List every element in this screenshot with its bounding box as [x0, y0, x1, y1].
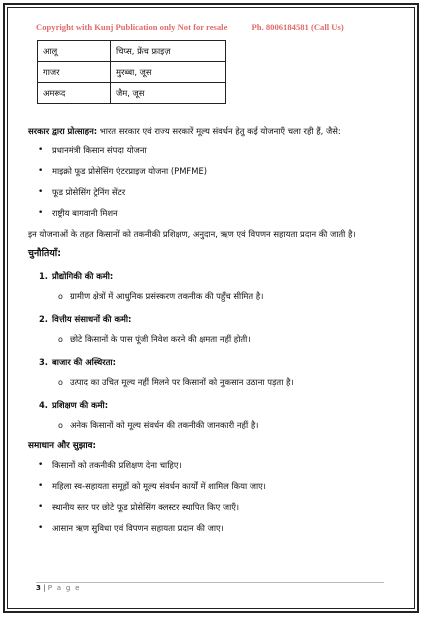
circle-bullet-icon: o	[58, 292, 63, 301]
challenges-heading: चुनौतियाँ:	[28, 248, 61, 259]
challenge-number: 4.	[38, 400, 48, 410]
schemes-note: इन योजनाओं के तहत किसानों को तकनीकी प्रशिक्षण, अनुदान, ऋण एवं विपणन सहायता प्रदान की जाती है।	[28, 229, 356, 239]
challenge-title	[28, 312, 390, 327]
govt-support-text: भारत सरकार एवं राज्य सरकारें मूल्य संवर्धन हेतु कई योजनाएँ चला रही हैं, जैसे:	[97, 126, 341, 136]
challenge-title-text: प्रौद्योगिकी की कमी:	[52, 271, 114, 281]
list-item: • स्थानीय स्तर पर छोटे फूड प्रोसेसिंग क्लस्टर स्थापित किए जाएँ।	[28, 500, 390, 515]
produce-table	[37, 40, 226, 104]
circle-bullet-icon: o	[58, 335, 63, 344]
table-row	[38, 41, 226, 62]
list-item: • प्रधानमंत्री किसान संपदा योजना	[28, 143, 390, 158]
list-item: • राष्ट्रीय बागवानी मिशन	[28, 206, 390, 221]
challenge-number: 2.	[38, 314, 48, 324]
challenge-title	[28, 355, 390, 370]
table-row	[38, 62, 226, 83]
page-number: 3	[36, 584, 41, 592]
list-item: • आसान ऋण सुविधा एवं विपणन सहायता प्रदान की जाए।	[28, 521, 390, 536]
list-item	[28, 312, 390, 347]
challenge-detail-text: ग्रामीण क्षेत्रों में आधुनिक प्रसंस्करण तकनीक की पहुँच सीमित है।	[70, 291, 264, 301]
list-item	[28, 355, 390, 390]
challenge-detail	[28, 418, 390, 433]
main-content	[28, 124, 390, 542]
table-cell: आलू	[38, 41, 111, 62]
challenge-detail-text: छोटे किसानों के पास पूंजी निवेश करने की क्षमता नहीं होती।	[70, 334, 251, 344]
schemes-list	[28, 143, 390, 221]
challenge-title-text: प्रशिक्षण की कमी:	[52, 400, 109, 410]
solutions-list	[28, 458, 390, 536]
challenge-number: 3.	[38, 357, 48, 367]
table-cell: चिप्स, फ्रेंच फ्राइज़	[111, 41, 226, 62]
list-item	[28, 269, 390, 304]
challenge-title	[28, 269, 390, 284]
page-footer	[36, 582, 384, 592]
phone-number: Ph. 8006184581 (Call Us)	[251, 22, 344, 32]
page-header	[36, 22, 344, 32]
challenge-detail	[28, 289, 390, 304]
circle-bullet-icon: o	[58, 378, 63, 387]
challenge-detail	[28, 375, 390, 390]
table-cell: गाजर	[38, 62, 111, 83]
challenge-detail-text: उत्पाद का उचित मूल्य नहीं मिलने पर किसानों को नुकसान उठाना पड़ता है।	[70, 377, 294, 387]
copyright-notice: Copyright with Kunj Publication only Not for resale	[36, 22, 228, 32]
circle-bullet-icon: o	[58, 421, 63, 430]
list-item: • माइक्रो फूड प्रोसेसिंग एंटरप्राइज योजना (PMFME)	[28, 164, 390, 179]
solutions-heading: समाधान और सुझाव:	[28, 441, 97, 451]
govt-support-label: सरकार द्वारा प्रोत्साहन:	[28, 126, 98, 136]
challenge-detail-text: अनेक किसानों को मूल्य संवर्धन की तकनीकी जानकारी नहीं है।	[70, 420, 259, 430]
table-cell: अमरूद	[38, 83, 111, 104]
challenge-detail	[28, 332, 390, 347]
challenge-title-text: वित्तीय संसाधनों की कमी:	[52, 314, 132, 324]
list-item: • किसानों को तकनीकी प्रशिक्षण देना चाहिए।	[28, 458, 390, 473]
table-cell: जैम, जूस	[111, 83, 226, 104]
table-cell: मुरब्बा, जूस	[111, 62, 226, 83]
list-item: • महिला स्व-सहायता समूहों को मूल्य संवर्धन कार्यों में शामिल किया जाए।	[28, 479, 390, 494]
challenge-title-text: बाजार की अस्थिरता:	[52, 357, 116, 367]
govt-support-paragraph	[28, 124, 390, 139]
challenges-list	[28, 269, 390, 433]
table-row	[38, 83, 226, 104]
list-item: • फूड प्रोसेसिंग ट्रेनिंग सेंटर	[28, 185, 390, 200]
footer-separator: |	[40, 584, 48, 592]
list-item	[28, 398, 390, 433]
challenge-title	[28, 398, 390, 413]
challenge-number: 1.	[38, 271, 48, 281]
page-label: P a g e	[47, 584, 81, 592]
